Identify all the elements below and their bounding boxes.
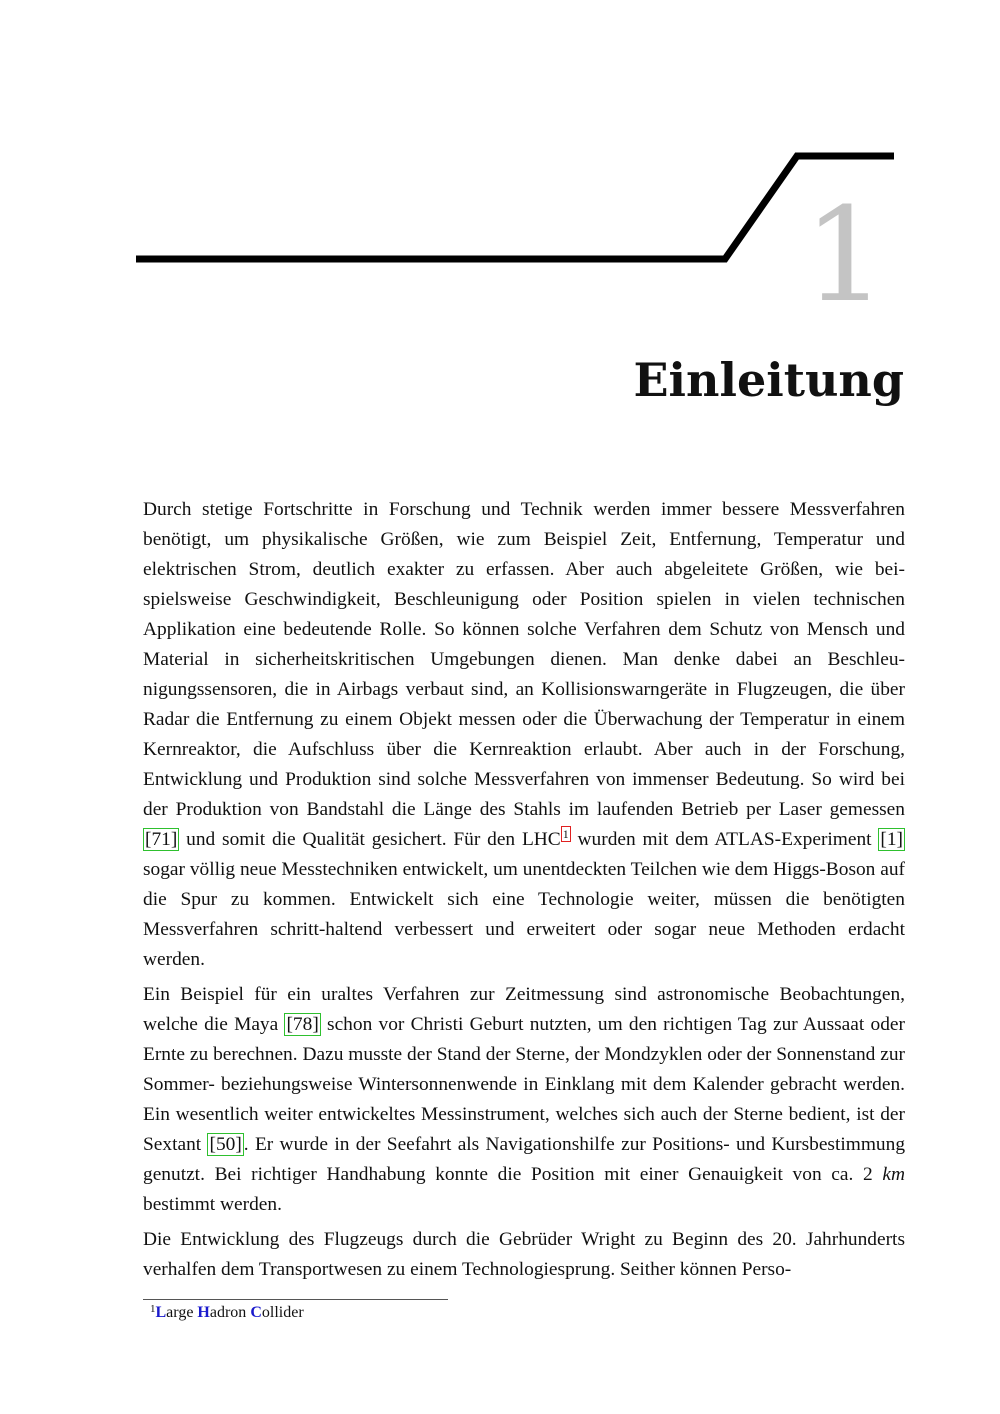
text-run: bestimmt werden. xyxy=(143,1194,282,1215)
acronym-rest: adron xyxy=(209,1304,251,1321)
text-run: sogar völlig neue Messtechniken entwickelt, um unentdeckten Teilchen wie dem Higgs-Boson auf die Spur zu kommen. Entwickelt sich eine Technologie weiter, müssen die benötigten Messverfahren schritt-haltend verbessert und erweitert oder sogar neue Methoden erdacht werden. xyxy=(143,859,905,970)
text-run: Ein Beispiel für ein uraltes Verfahren zur Zeitmessung sind astronomische Beobachtungen, welche die Maya xyxy=(143,984,905,1035)
paragraph xyxy=(143,980,905,1220)
acronym-rest: arge xyxy=(166,1304,198,1321)
text-run: Die Entwicklung des Flugzeugs durch die Gebrüder Wright zu Beginn des 20. Jahrhunderts verhalfen dem Transportwesen zu einem Technologiesprung. Seither können Perso- xyxy=(143,1229,905,1280)
text-run: Durch stetige Fortschritte in Forschung und Technik werden immer bessere Messverfahren benötigt, um physikalische Größen, wie zum Beispiel Zeit, Entfernung, Temperatur und elektrischen Strom, deutlich exakter zu erfassen. Aber auch abgeleitete Größen, wie beispielsweise Geschwindigkeit, Beschleunigung oder Position spielen in vielen technischen Applikation eine bedeutende Rolle. So können solche Verfahren dem Schutz von Mensch und Material in sicherheitskritischen Umgebungen dienen. Man denke dabei an Beschleunigungssensoren, die in Airbags verbaut sind, an Kollisionswarngeräte in Flugzeugen, die über Radar die Entfernung zu einem Objekt messen oder die Überwachung der Temperatur in einem Kernreaktor, die Aufschluss über die Kernreaktion erlaubt. Aber auch in der Forschung, Entwicklung und Produktion sind solche Messverfahren von immenser Bedeutung. So wird bei der Produktion von Bandstahl die Länge des Stahls im laufenden Betrieb per Laser gemessen xyxy=(143,499,905,820)
unit-text: km xyxy=(882,1164,905,1185)
paragraph xyxy=(143,1225,905,1285)
footnote-divider xyxy=(143,1299,448,1300)
citation-link[interactable]: [1] xyxy=(880,829,904,850)
chapter-title: Einleitung xyxy=(633,353,904,407)
acronym-initial: H xyxy=(197,1304,210,1321)
citation-link[interactable]: [78] xyxy=(286,1014,319,1035)
text-run: schon vor Christi Geburt nutzten, um den richtigen Tag zur Aussaat oder Ernte zu berechnen. Dazu musste der Stand der Sterne, der Mondzyklen oder der Sonnenstand zur Sommer- beziehungsweise Wintersonnenwende in Einklang mit dem Kalender gebracht werden. Ein wesentlich weiter entwickeltes Messinstrument, welches sich auch der Sterne bedient, ist der Sextant xyxy=(143,1014,905,1155)
body-text xyxy=(143,495,905,1290)
acronym-initial: C xyxy=(250,1304,262,1321)
citation-link[interactable]: [50] xyxy=(209,1134,242,1155)
acronym-rest: ollider xyxy=(261,1304,304,1321)
text-run: wurden mit dem ATLAS-Experiment xyxy=(570,829,879,850)
footnote-ref-link[interactable]: 1 xyxy=(562,827,569,841)
text-run: und somit die Qualität gesichert. Für den LHC xyxy=(179,829,561,850)
footnote xyxy=(150,1302,304,1324)
acronym-initial: L xyxy=(155,1304,167,1321)
chapter-number: 1 xyxy=(803,179,887,331)
paragraph xyxy=(143,495,905,975)
citation-link[interactable]: [71] xyxy=(145,829,178,850)
text-run: . Er wurde in der Seefahrt als Navigationshilfe zur Positions- und Kursbestimmung genutzt. Bei richtiger Handhabung konnte die Position mit einer Genauigkeit von ca. 2 xyxy=(143,1134,906,1185)
footnote-mark: 1 xyxy=(150,1303,156,1315)
